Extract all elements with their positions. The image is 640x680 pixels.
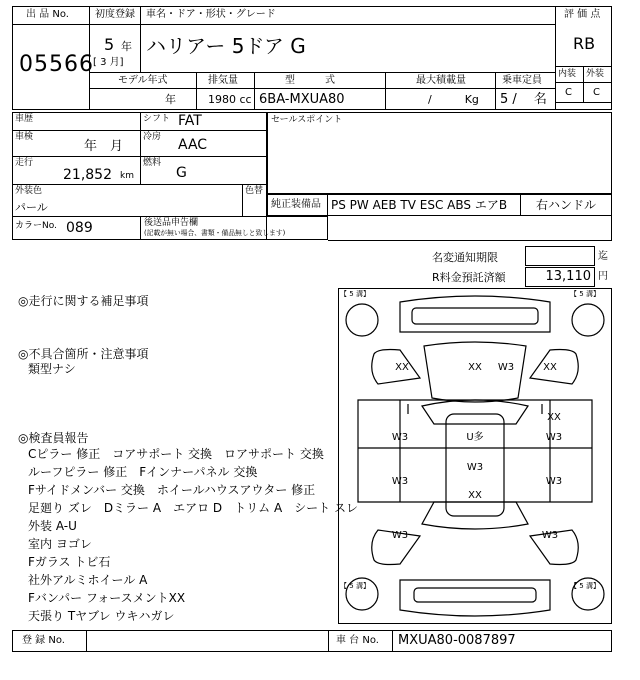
tire-front-right: [572, 304, 604, 336]
mark-roof: U多: [466, 432, 484, 443]
interior-grade: C: [565, 87, 572, 98]
displacement-value: 1980 cc: [208, 93, 252, 106]
fuel-value: G: [176, 165, 187, 181]
mark-roof-rear: XX: [468, 490, 482, 501]
mileage-unit: km: [120, 171, 134, 181]
recycle-label: R料金預託済額: [432, 271, 506, 284]
first-reg-label: 初度登録: [95, 9, 135, 20]
tire-top-right-label: 【 5 溝】: [570, 290, 600, 298]
max-load-value: / Kg: [428, 93, 479, 106]
chassis-no: MXUA80-0087897: [398, 633, 516, 648]
reg-year: 5: [104, 35, 115, 54]
model-code-label: 型 式: [285, 75, 335, 86]
shift-value: FAT: [178, 113, 202, 129]
inspector-line: ルーフピラー 修正 Fインナーパネル 交換: [28, 465, 258, 479]
recycle-unit: 円: [598, 271, 608, 282]
chassis-label: 車 台 No.: [336, 635, 379, 646]
driving-notes-title: ◎走行に関する補足事項: [18, 294, 149, 308]
inspector-title: ◎検査員報告: [18, 431, 89, 445]
model-year-label: モデル年式: [118, 75, 168, 86]
inspector-line: 室内 ヨゴレ: [28, 537, 92, 551]
ac-value: AAC: [178, 137, 208, 153]
interior-label: 内装: [558, 69, 577, 79]
inspector-line: 天張り Tヤブレ ウキハガレ: [28, 609, 175, 623]
fuel-label: 燃料: [143, 158, 162, 168]
color-change-label: 色替: [245, 186, 264, 196]
lot-no-label: 出 品 No.: [26, 9, 69, 20]
inspector-line: Fガラス トビ石: [28, 555, 111, 569]
car-name-label: 車名・ドア・形状・グレード: [146, 9, 276, 20]
car-diagram: [338, 288, 612, 624]
inspector-line: 足廻り ズレ Dミラー A エアロ D トリム A シート スレ: [28, 501, 358, 515]
reg-no-label: 登 録 No.: [22, 635, 65, 646]
mark-right-front-door: W3: [545, 432, 563, 443]
inspection-value: 年 月: [84, 139, 124, 154]
inspection-label: 車検: [15, 132, 34, 142]
inspector-line: 社外アルミホイール A: [28, 573, 148, 587]
footer-frame: [12, 630, 612, 652]
exterior-grade: C: [593, 87, 600, 98]
mark-right-front-door-upper: XX: [547, 412, 561, 423]
shift-label: シフト: [143, 114, 171, 124]
mark-left-rear-door: W3: [391, 476, 409, 487]
mark-hood-right: W3: [497, 362, 515, 373]
mark-left-rear-fender: W3: [391, 530, 409, 541]
documents-note: (記載が無い場合、書類・備品無しと致します): [144, 229, 286, 237]
front-bumper: [400, 296, 550, 332]
model-code-value: 6BA-MXUA80: [259, 92, 345, 107]
mark-front-left-fender: XX: [395, 362, 409, 373]
rating-value: RB: [573, 34, 596, 53]
tire-bottom-right-label: 【 5 溝】: [570, 582, 600, 590]
mark-right-rear-door: W3: [545, 476, 563, 487]
documents-label: 後送品申告欄: [144, 218, 199, 228]
mark-roof-center: W3: [466, 462, 484, 473]
model-year-unit: 年: [165, 93, 176, 106]
rear-bumper: [400, 580, 550, 616]
capacity-label: 乗車定員: [502, 75, 542, 86]
mark-hood-left: XX: [468, 362, 482, 373]
inspector-line: Cピラー 修正 コアサポート 交換 ロアサポート 交換: [28, 447, 324, 461]
tire-front-left: [346, 304, 378, 336]
reg-year-unit: 年: [121, 40, 132, 53]
tire-bottom-left-label: 【 5 溝】: [340, 582, 370, 590]
tire-top-left-label: 【 5 溝】: [340, 290, 370, 298]
mark-front-right-fender: XX: [543, 362, 557, 373]
mileage-value: 21,852: [63, 167, 112, 183]
inspector-line: Fサイドメンバー 交換 ホイールハウスアウター 修正: [28, 483, 316, 497]
rating-label: 評 価 点: [564, 9, 601, 20]
recycle-amount: 13,110: [545, 269, 591, 284]
inspector-line: 外装 A-U: [28, 519, 77, 533]
defects-text: 類型ナシ: [28, 362, 76, 376]
mileage-label: 走行: [15, 158, 34, 168]
color-no-label: カラーNo.: [15, 221, 57, 231]
capacity-value: 5 / 名: [500, 92, 547, 107]
name-change-label: 名変通知期限: [432, 251, 498, 264]
color-no-value: 089: [66, 220, 93, 236]
ac-label: 冷房: [143, 132, 162, 142]
mark-left-front-door: W3: [391, 432, 409, 443]
color-value: パール: [15, 201, 48, 214]
history-label: 車歴: [15, 114, 34, 124]
exterior-label: 外装: [586, 69, 605, 79]
max-load-label: 最大積載量: [416, 75, 466, 86]
color-label: 外装色: [15, 186, 43, 196]
reg-month: [ 3 月]: [93, 57, 124, 68]
name-change-unit: 迄: [598, 251, 608, 262]
equipment-label: 純正装備品: [271, 199, 321, 210]
lot-no: 05566: [19, 52, 94, 77]
defects-title: ◎不具合箇所・注意事項: [18, 347, 149, 361]
sales-point-label: セールスポイント: [271, 115, 343, 125]
displacement-label: 排気量: [208, 75, 238, 86]
car-name: ハリアー 5ドア G: [146, 34, 306, 58]
mark-right-rear-fender: W3: [541, 530, 559, 541]
equipment-value: PS PW AEB TV ESC ABS エアB: [331, 198, 508, 212]
handle-value: 右ハンドル: [536, 198, 597, 212]
inspector-line: Fバンパー フォースメントXX: [28, 591, 186, 605]
name-change-box: [525, 246, 595, 266]
